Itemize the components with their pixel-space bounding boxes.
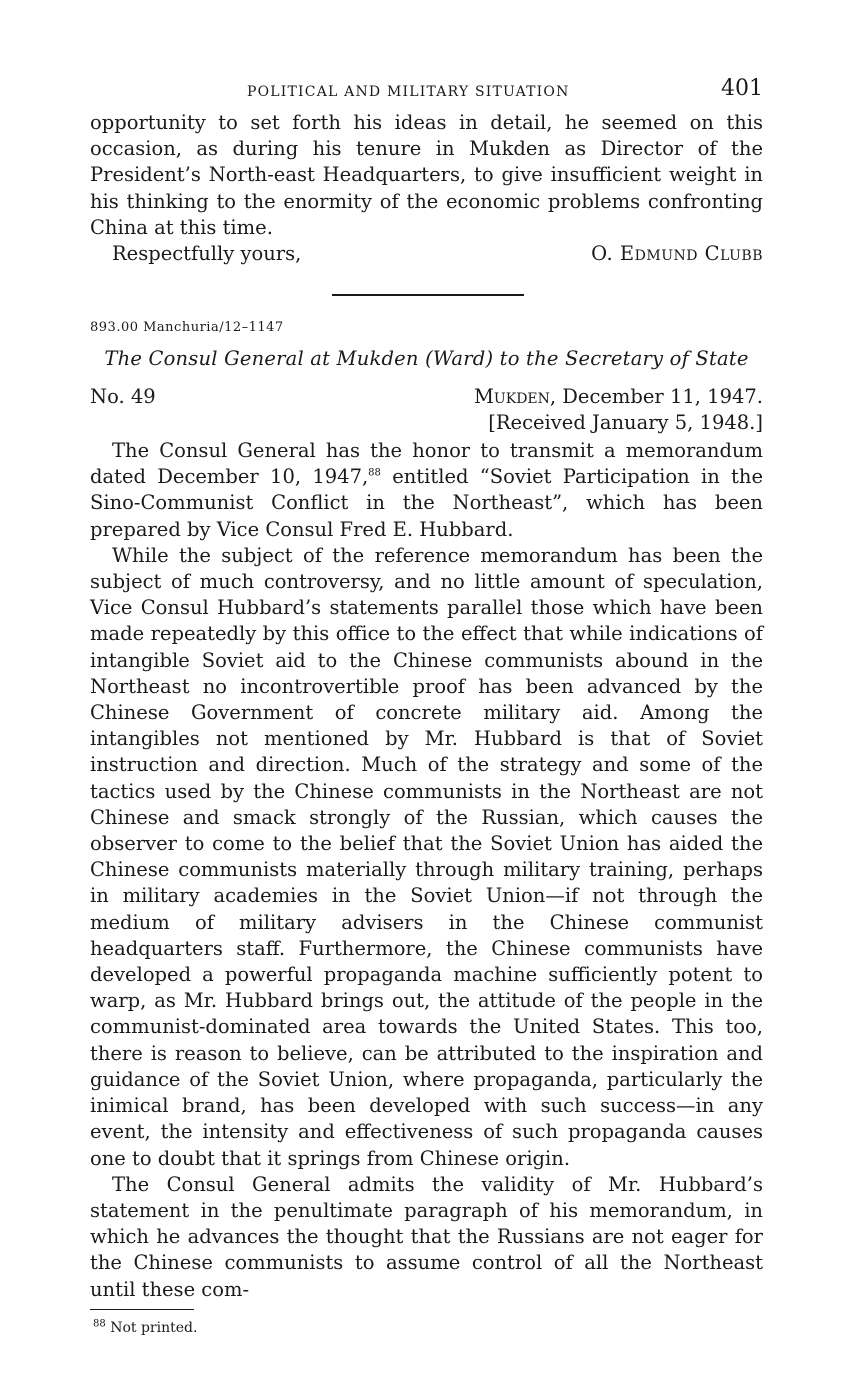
place-name: Mukden [473, 385, 550, 409]
date-place [474, 384, 763, 410]
top-paragraph: opportunity to set forth his ideas in detail, he seemed on this occasion, as during his tenure in Mukden as Director of the President’s North-east Headquarters, to give insufficient weight in his thinking to the enormity of the economic problems confronting China at this time. [90, 111, 763, 239]
closing-line [90, 241, 763, 268]
document-number: No. 49 [90, 385, 156, 409]
footnote-marker: 88 [93, 1318, 106, 1330]
received-date: [Received January 5, 1948.] [488, 411, 763, 435]
footnote-reference: 88 [368, 467, 381, 479]
closing-salutation: Respectfully yours, [112, 242, 302, 266]
section-divider [332, 294, 524, 296]
document-date: , December 11, 1947. [549, 385, 763, 409]
closing-signature: O. Edmund Clubb [591, 242, 763, 266]
paragraph-3: The Consul General admits the validity of Mr. Hubbard’s statement in the penultimate paragraph of his memorandum, in which he advances the thought that the Russians are not eager for the Chinese communists to assume control of all the Northeast until these com- [90, 1172, 763, 1301]
footnote [93, 1320, 763, 1336]
footnote-divider [90, 1309, 194, 1310]
footnote-text: Not printed. [110, 1319, 198, 1336]
running-title: POLITICAL AND MILITARY SITUATION [247, 84, 570, 100]
paragraph-1-start: The Consul General has the honor to transmit a memorandum dated December 10, 1947, [90, 439, 763, 489]
paragraph-2: While the subject of the reference memorandum has been the subject of much controversy, and no little amount of speculation, Vice Consul Hubbard’s statements parallel those which have been made repeatedly by this office to the effect that while indications of intangible Soviet aid to the Chinese communists abound in the Northeast no incontrovertible proof has been advanced by the Chinese Government of concrete military aid. Among the intangibles not mentioned by Mr. Hubbard is that of Soviet instruction and direction. Much of the strategy and some of the tactics used by the Chinese communists in the Northeast are not Chinese and smack strongly of the Russian, which causes the observer to come to the belief that the Soviet Union has aided the Chinese communists materially through military training, perhaps in military academies in the Soviet Union—if not through the medium of military advisers in the Chinese communist headquarters staff. Furthermore, the Chinese communists have developed a powerful propaganda machine sufficiently potent to warp, as Mr. Hubbard brings out, the attitude of the people in the communist-dominated area towards the United States. This too, there is reason to believe, can be attributed to the inspiration and guidance of the Soviet Union, where propaganda, particularly the inimical brand, has been developed with such success—in any event, the intensity and effectiveness of such propaganda causes one to doubt that it springs from Chinese origin. [90, 543, 763, 1170]
running-head [90, 70, 763, 110]
paragraph-1-end: entitled “Soviet Participation in the Sino-Communist Conflict in the Northeast”, which has been prepared by Vice Consul Fred E. Hubbard. [90, 465, 763, 541]
page-number: 401 [721, 76, 763, 101]
document-page [90, 70, 763, 1336]
dateline [90, 384, 763, 438]
paragraph-1 [90, 438, 763, 543]
file-number: 893.00 Manchuria/12–1147 [90, 320, 284, 336]
document-title: The Consul General at Mukden (Ward) to the Secretary of State [104, 347, 749, 371]
